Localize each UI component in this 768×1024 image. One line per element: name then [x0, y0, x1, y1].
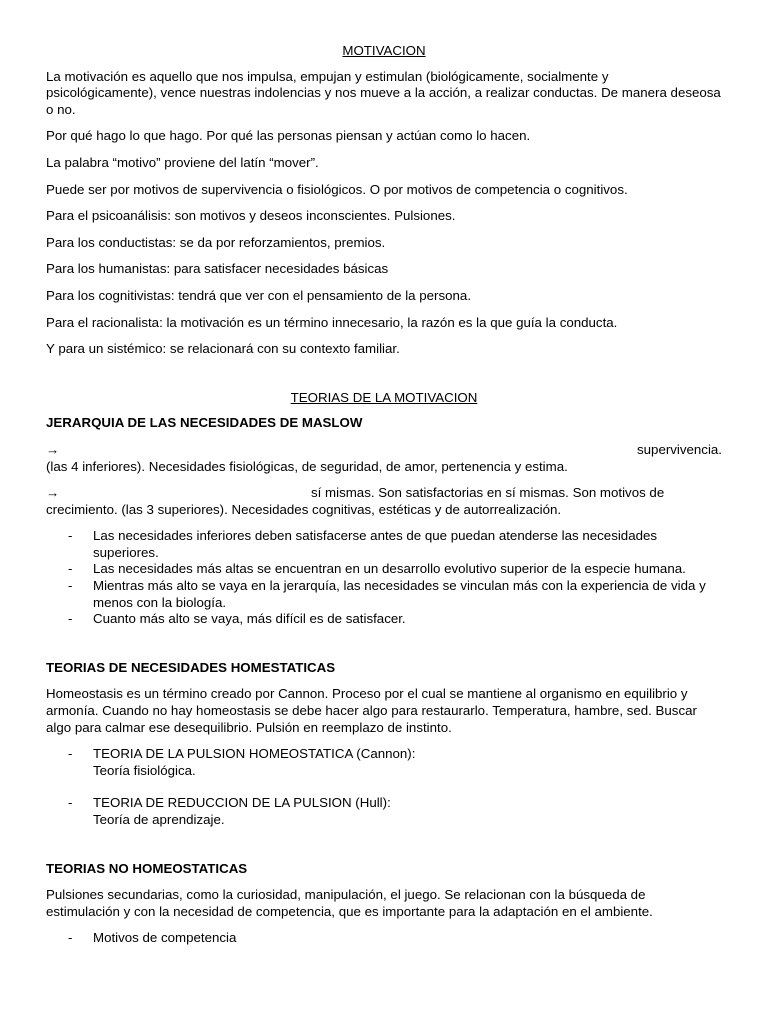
homeostatic-list	[46, 746, 722, 828]
intro-paragraph: Por qué hago lo que hago. Por qué las personas piensan y actúan como lo hacen.	[46, 128, 531, 144]
theory-subtitle: Teoría de aprendizaje.	[93, 812, 225, 827]
intro-paragraph: Para los cognitivistas: tendrá que ver con el pensamiento de la persona.	[46, 287, 472, 303]
intro-paragraph: Para los conductistas: se da por reforzamientos, premios.	[46, 234, 386, 250]
dash-marker: -	[68, 795, 73, 811]
maslow-arrow-line-2	[46, 485, 722, 518]
list-item: - Las necesidades inferiores deben satisfacerse antes de que puedan atenderse las necesidades superiores.	[68, 528, 658, 560]
maslow-arrow-line-1	[46, 442, 722, 475]
list-item: - Las necesidades más altas se encuentran en un desarrollo evolutivo superior de la especie humana.	[68, 561, 686, 577]
maslow-heading: JERARQUIA DE LAS NECESIDADES DE MASLOW	[46, 415, 363, 431]
document-body	[46, 43, 722, 957]
intro-paragraph: La motivación es aquello que nos impulsa, empujan y estimulan (biológicamente, socialmente y psicológicamente), vence nuestras indolencias y nos mueve a la acción, a realizar conductas. De manera deseosa o no.	[46, 68, 721, 117]
intro-paragraph: Y para un sistémico: se relacionará con su contexto familiar.	[46, 341, 400, 357]
arrow-line-rest: (las 4 inferiores). Necesidades fisiológicas, de seguridad, de amor, pertenencia y estima.	[46, 458, 568, 474]
non-homeostatic-list	[46, 930, 722, 947]
dash-marker: -	[68, 611, 73, 627]
list-item	[46, 746, 722, 779]
homeostatic-heading: TEORIAS DE NECESIDADES HOMESTATICAS	[46, 659, 336, 675]
arrow-line-end: sí mismas. Son satisfactorias en sí mismas. Son motivos de	[311, 485, 665, 501]
list-item: - Cuanto más alto se vaya, más difícil es de satisfacer.	[68, 611, 406, 627]
non-homeostatic-paragraph: Pulsiones secundarias, como la curiosidad, manipulación, el juego. Se relacionan con la búsqueda de estimulación y con la necesidad de competencia, que es importante para la adaptación en el ambiente.	[46, 887, 653, 919]
arrow-icon: →	[46, 485, 60, 501]
theory-title: TEORIA DE REDUCCION DE LA PULSION (Hull):	[93, 795, 391, 811]
non-homeostatic-heading: TEORIAS NO HOMEOSTATICAS	[46, 860, 248, 876]
theory-subtitle: Teoría fisiológica.	[93, 762, 196, 778]
section-title: TEORIAS DE LA MOTIVACION	[290, 389, 478, 405]
arrow-icon: →	[46, 441, 60, 457]
arrow-line-end: supervivencia.	[637, 441, 722, 457]
document-title: MOTIVACION	[342, 43, 426, 58]
theory-title: TEORIA DE LA PULSION HOMEOSTATICA (Cannon):	[93, 746, 416, 762]
dash-marker: -	[68, 528, 73, 544]
intro-paragraph: Para el racionalista: la motivación es un término innecesario, la razón es la que guía la conducta.	[46, 314, 618, 330]
list-item	[46, 795, 722, 828]
dash-marker: -	[68, 746, 73, 762]
dash-marker: -	[68, 578, 73, 594]
arrow-line-rest: crecimiento. (las 3 superiores). Necesidades cognitivas, estéticas y de autorrealización.	[46, 501, 562, 517]
intro-paragraph: Para los humanistas: para satisfacer necesidades básicas	[46, 261, 389, 277]
intro-paragraph: La palabra “motivo” proviene del latín “mover”.	[46, 154, 319, 170]
intro-paragraph: Para el psicoanálisis: son motivos y deseos inconscientes. Pulsiones.	[46, 208, 456, 224]
maslow-bullet-list	[46, 528, 722, 628]
intro-paragraph: Puede ser por motivos de supervivencia o fisiológicos. O por motivos de competencia o cognitivos.	[46, 181, 628, 197]
list-item: - Motivos de competencia	[68, 930, 237, 946]
homeostatic-paragraph: Homeostasis es un término creado por Cannon. Proceso por el cual se mantiene al organismo en equilibrio y armonía. Cuando no hay homeostasis se debe hacer algo para restaurarlo. Temperatura, hambre, sed. Buscar algo para calmar ese desequilibrio. Pulsión en reemplazo de instinto.	[46, 686, 697, 735]
list-item: - Mientras más alto se vaya en la jerarquía, las necesidades se vinculan más con la experiencia de vida y menos con la biología.	[68, 578, 706, 610]
dash-marker: -	[68, 930, 73, 946]
dash-marker: -	[68, 561, 73, 577]
list-spacer	[46, 779, 722, 795]
